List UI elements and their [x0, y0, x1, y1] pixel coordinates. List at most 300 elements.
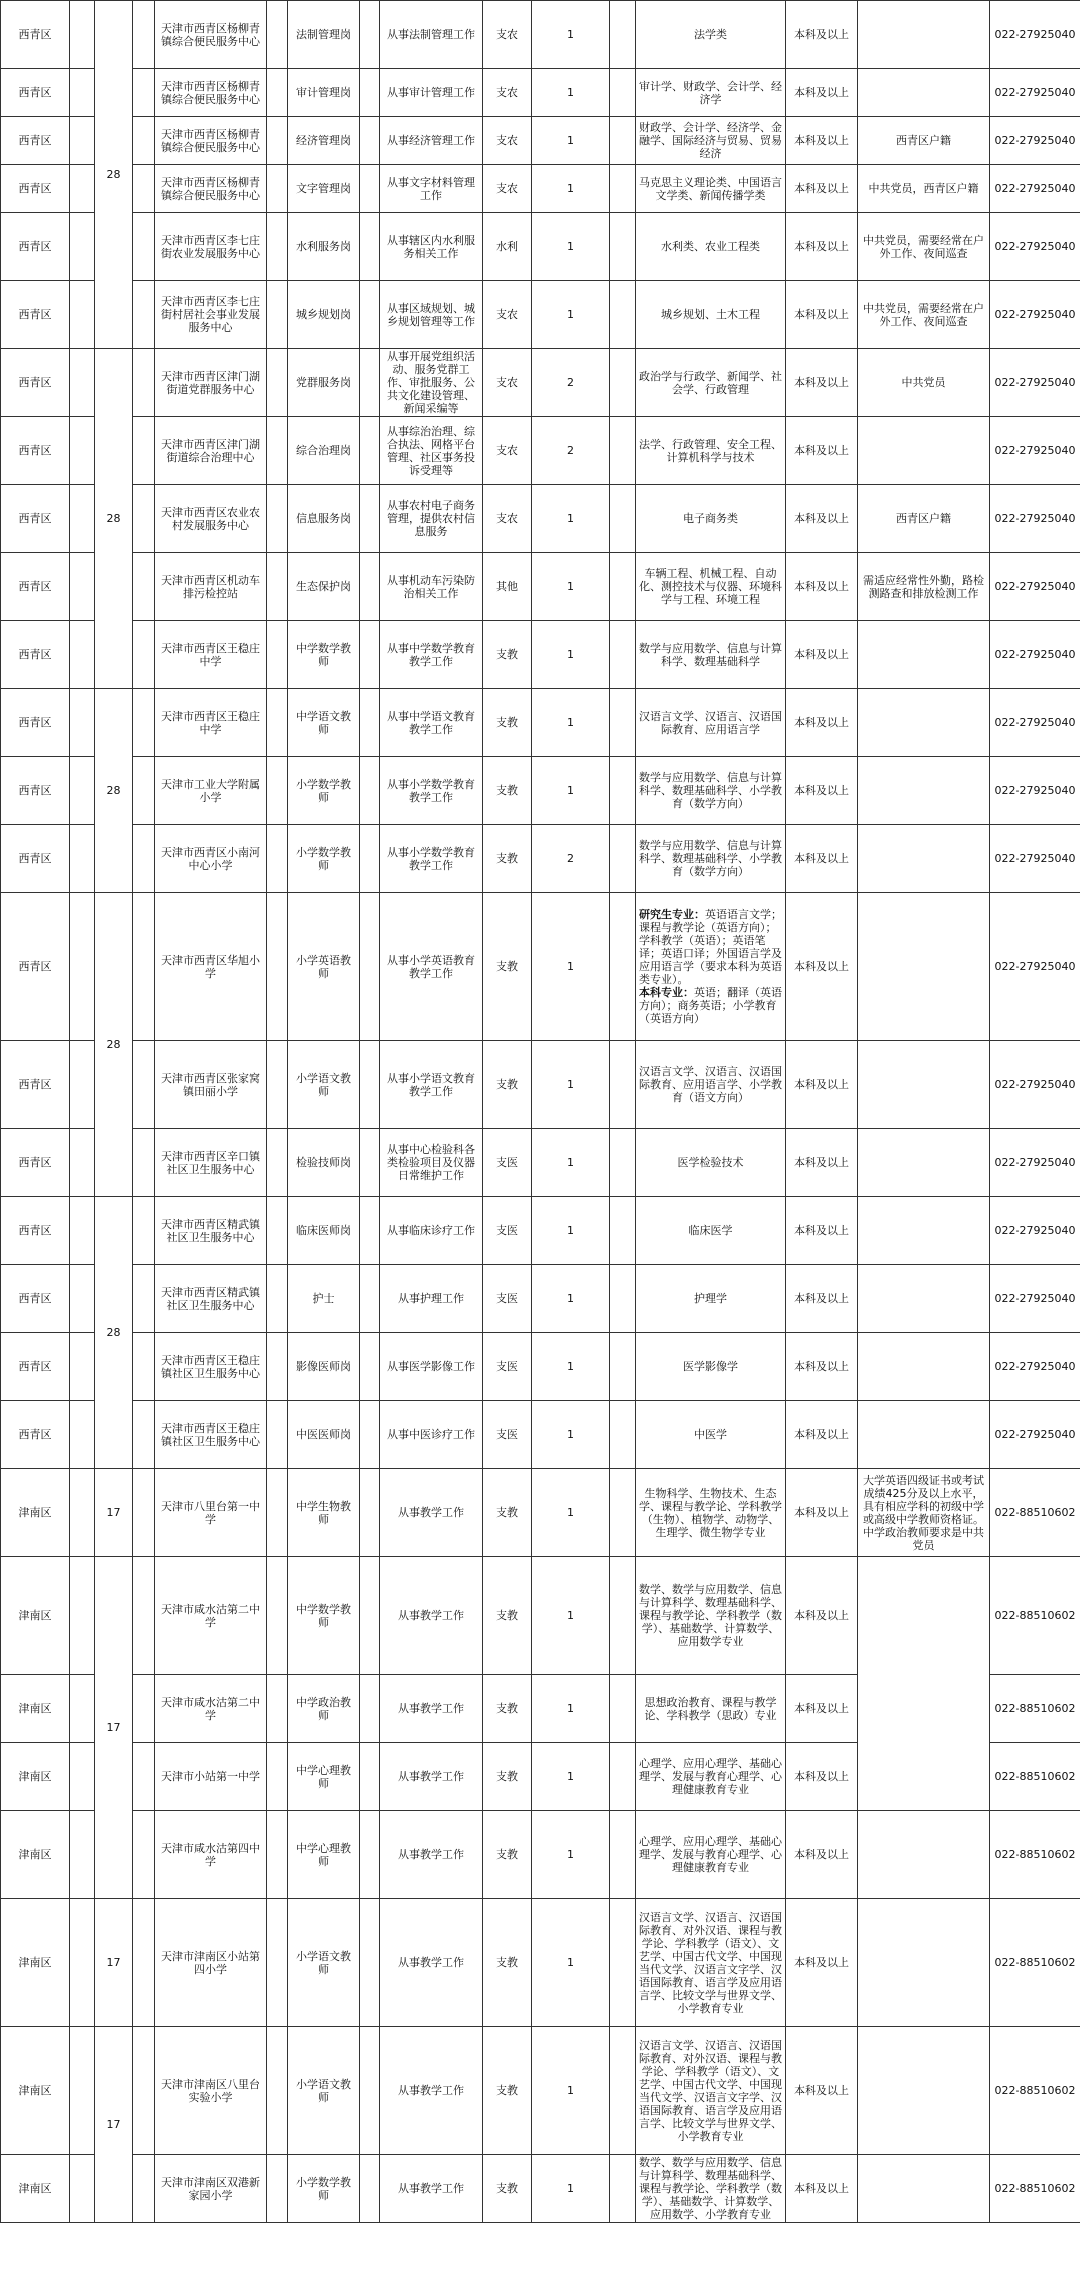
post-cell: 中医医师岗 [288, 1401, 360, 1469]
other-requirement-cell: 西青区户籍 [858, 485, 990, 553]
blank-cell [133, 621, 155, 689]
major-cell: 数学、数学与应用数学、信息与计算科学、数理基础科学、课程与教学论、学科教学（数学）、基础数学、计算数学、应用数学专业 [636, 1557, 786, 1675]
unit-cell: 天津市西青区机动车排污检控站 [155, 553, 267, 621]
blank-cell [267, 757, 288, 825]
phone-cell: 022-27925040 [990, 349, 1080, 417]
post-cell: 中学语文教师 [288, 689, 360, 757]
major-cell: 马克思主义理论类、中国语言文学类、新闻传播学类 [636, 165, 786, 213]
other-requirement-cell [858, 1333, 990, 1401]
category-cell: 支教 [483, 1743, 532, 1811]
phone-cell: 022-27925040 [990, 1265, 1080, 1333]
blank-cell [360, 553, 380, 621]
major-cell: 心理学、应用心理学、基础心理学、发展与教育心理学、心理健康教育专业 [636, 1743, 786, 1811]
post-cell: 中学生物教师 [288, 1469, 360, 1557]
phone-cell: 022-27925040 [990, 1401, 1080, 1469]
major-cell: 中医学 [636, 1401, 786, 1469]
blank-cell [360, 825, 380, 893]
blank-cell [70, 757, 95, 825]
major-cell: 电子商务类 [636, 485, 786, 553]
blank-cell [267, 1743, 288, 1811]
blank-cell [610, 349, 636, 417]
education-cell: 本科及以上 [786, 1899, 858, 2027]
count-cell: 1 [532, 1197, 610, 1265]
table-row [1, 1, 1080, 69]
table-row [1, 553, 1080, 621]
major-cell: 医学检验技术 [636, 1129, 786, 1197]
duty-cell: 从事教学工作 [380, 2027, 483, 2155]
post-cell: 综合治理岗 [288, 417, 360, 485]
count-cell: 1 [532, 621, 610, 689]
count-cell: 1 [532, 213, 610, 281]
district-cell: 西青区 [1, 213, 70, 281]
quota-cell: 17 [95, 2027, 133, 2223]
other-requirement-cell [858, 417, 990, 485]
unit-cell: 天津市西青区津门湖街道综合治理中心 [155, 417, 267, 485]
blank-cell [267, 1197, 288, 1265]
count-cell: 1 [532, 1, 610, 69]
district-cell: 津南区 [1, 1675, 70, 1743]
post-cell: 中学政治教师 [288, 1675, 360, 1743]
count-cell: 2 [532, 417, 610, 485]
education-cell: 本科及以上 [786, 1675, 858, 1743]
table-row [1, 893, 1080, 1041]
duty-cell: 从事教学工作 [380, 1743, 483, 1811]
category-cell: 支教 [483, 1041, 532, 1129]
unit-cell: 天津市小站第一中学 [155, 1743, 267, 1811]
blank-cell [70, 1469, 95, 1557]
phone-cell: 022-27925040 [990, 1041, 1080, 1129]
table-row [1, 1197, 1080, 1265]
duty-cell: 从事中心检验科各类检验项目及仪器日常维护工作 [380, 1129, 483, 1197]
post-cell: 文字管理岗 [288, 165, 360, 213]
district-cell: 西青区 [1, 417, 70, 485]
major-cell: 数学与应用数学、信息与计算科学、数理基础科学、小学教育（数学方向） [636, 825, 786, 893]
table-row [1, 117, 1080, 165]
other-requirement-cell [858, 1, 990, 69]
blank-cell [267, 553, 288, 621]
unit-cell: 天津市西青区杨柳青镇综合便民服务中心 [155, 1, 267, 69]
duty-cell: 从事教学工作 [380, 1675, 483, 1743]
phone-cell: 022-88510602 [990, 1469, 1080, 1557]
blank-cell [133, 117, 155, 165]
blank-cell [610, 553, 636, 621]
count-cell: 1 [532, 117, 610, 165]
phone-cell: 022-27925040 [990, 757, 1080, 825]
phone-cell: 022-27925040 [990, 485, 1080, 553]
phone-cell: 022-27925040 [990, 893, 1080, 1041]
category-cell: 支农 [483, 485, 532, 553]
blank-cell [360, 213, 380, 281]
blank-cell [360, 689, 380, 757]
district-cell: 津南区 [1, 2027, 70, 2155]
unit-cell: 天津市津南区双港新家园小学 [155, 2155, 267, 2223]
district-cell: 西青区 [1, 689, 70, 757]
blank-cell [133, 825, 155, 893]
category-cell: 支农 [483, 117, 532, 165]
blank-cell [267, 689, 288, 757]
phone-cell: 022-27925040 [990, 689, 1080, 757]
blank-cell [360, 2027, 380, 2155]
district-cell: 西青区 [1, 1197, 70, 1265]
blank-cell [133, 689, 155, 757]
duty-cell: 从事护理工作 [380, 1265, 483, 1333]
quota-cell: 17 [95, 1557, 133, 1899]
quota-cell: 28 [95, 689, 133, 893]
blank-cell [133, 69, 155, 117]
blank-cell [70, 117, 95, 165]
major-cell: 政治学与行政学、新闻学、社会学、行政管理 [636, 349, 786, 417]
blank-cell [267, 1469, 288, 1557]
district-cell: 西青区 [1, 69, 70, 117]
blank-cell [360, 893, 380, 1041]
count-cell: 1 [532, 1333, 610, 1401]
district-cell: 津南区 [1, 1899, 70, 2027]
duty-cell: 从事教学工作 [380, 1899, 483, 2027]
table-row [1, 1265, 1080, 1333]
district-cell: 津南区 [1, 1811, 70, 1899]
blank-cell [70, 1129, 95, 1197]
blank-cell [70, 1675, 95, 1743]
count-cell: 1 [532, 2027, 610, 2155]
unit-cell: 天津市咸水沽第四中学 [155, 1811, 267, 1899]
blank-cell [360, 1899, 380, 2027]
table-row [1, 69, 1080, 117]
phone-cell: 022-27925040 [990, 1129, 1080, 1197]
blank-cell [70, 2027, 95, 2155]
table-row [1, 689, 1080, 757]
phone-cell: 022-27925040 [990, 621, 1080, 689]
blank-cell [70, 1811, 95, 1899]
blank-cell [70, 1899, 95, 2027]
blank-cell [133, 1899, 155, 2027]
education-cell: 本科及以上 [786, 689, 858, 757]
district-cell: 津南区 [1, 2155, 70, 2223]
blank-cell [133, 1811, 155, 1899]
unit-cell: 天津市西青区王稳庄镇社区卫生服务中心 [155, 1333, 267, 1401]
major-cell: 水利类、农业工程类 [636, 213, 786, 281]
duty-cell: 从事综治治理、综合执法、网格平台管理、社区事务投诉受理等 [380, 417, 483, 485]
other-requirement-cell [858, 825, 990, 893]
unit-cell: 天津市西青区杨柳青镇综合便民服务中心 [155, 69, 267, 117]
blank-cell [610, 213, 636, 281]
district-cell: 津南区 [1, 1469, 70, 1557]
education-cell: 本科及以上 [786, 1557, 858, 1675]
unit-cell: 天津市西青区精武镇社区卫生服务中心 [155, 1197, 267, 1265]
unit-cell: 天津市西青区杨柳青镇综合便民服务中心 [155, 165, 267, 213]
table-row [1, 1041, 1080, 1129]
blank-cell [610, 281, 636, 349]
unit-cell: 天津市西青区王稳庄中学 [155, 689, 267, 757]
major-cell: 医学影像学 [636, 1333, 786, 1401]
category-cell: 支农 [483, 165, 532, 213]
blank-cell [133, 213, 155, 281]
blank-cell [360, 1129, 380, 1197]
blank-cell [610, 1743, 636, 1811]
other-requirement-cell: 西青区户籍 [858, 117, 990, 165]
education-cell: 本科及以上 [786, 281, 858, 349]
category-cell: 支医 [483, 1265, 532, 1333]
quota-cell: 28 [95, 349, 133, 689]
phone-cell: 022-88510602 [990, 1811, 1080, 1899]
phone-cell: 022-27925040 [990, 1333, 1080, 1401]
post-cell: 信息服务岗 [288, 485, 360, 553]
table-row [1, 1557, 1080, 1675]
duty-cell: 从事区域规划、城乡规划管理等工作 [380, 281, 483, 349]
blank-cell [360, 1333, 380, 1401]
duty-cell: 从事小学语文教育教学工作 [380, 1041, 483, 1129]
major-cell: 汉语言文学、汉语言、汉语国际教育、应用语言学、小学教育（语文方向） [636, 1041, 786, 1129]
count-cell: 1 [532, 1743, 610, 1811]
blank-cell [267, 1, 288, 69]
other-requirement-cell [858, 1129, 990, 1197]
blank-cell [267, 69, 288, 117]
blank-cell [70, 1743, 95, 1811]
post-cell: 小学数学教师 [288, 2155, 360, 2223]
post-cell: 护士 [288, 1265, 360, 1333]
count-cell: 2 [532, 349, 610, 417]
blank-cell [267, 1899, 288, 2027]
phone-cell: 022-27925040 [990, 1, 1080, 69]
district-cell: 西青区 [1, 1129, 70, 1197]
blank-cell [133, 1469, 155, 1557]
category-cell: 支农 [483, 281, 532, 349]
other-requirement-cell: 需适应经常性外勤，路检测路查和排放检测工作 [858, 553, 990, 621]
phone-cell: 022-88510602 [990, 1743, 1080, 1811]
duty-cell: 从事开展党组织活动、服务党群工作、审批服务、公共文化建设管理、新闻采编等 [380, 349, 483, 417]
count-cell: 2 [532, 825, 610, 893]
post-cell: 小学英语教师 [288, 893, 360, 1041]
duty-cell: 从事辖区内水利服务相关工作 [380, 213, 483, 281]
district-cell: 西青区 [1, 825, 70, 893]
duty-cell: 从事临床诊疗工作 [380, 1197, 483, 1265]
blank-cell [70, 349, 95, 417]
blank-cell [360, 117, 380, 165]
category-cell: 支农 [483, 417, 532, 485]
unit-cell: 天津市津南区小站第四小学 [155, 1899, 267, 2027]
duty-cell: 从事中学语文教育教学工作 [380, 689, 483, 757]
post-cell: 审计管理岗 [288, 69, 360, 117]
education-cell: 本科及以上 [786, 1333, 858, 1401]
blank-cell [610, 757, 636, 825]
other-requirement-cell [858, 1899, 990, 2027]
other-requirement-cell [858, 1811, 990, 1899]
count-cell: 1 [532, 1469, 610, 1557]
district-cell: 西青区 [1, 1333, 70, 1401]
category-cell: 支教 [483, 621, 532, 689]
phone-cell: 022-88510602 [990, 1557, 1080, 1675]
duty-cell: 从事小学数学教育教学工作 [380, 757, 483, 825]
table-row [1, 621, 1080, 689]
blank-cell [267, 1333, 288, 1401]
blank-cell [360, 1811, 380, 1899]
blank-cell [70, 213, 95, 281]
district-cell: 西青区 [1, 1041, 70, 1129]
other-requirement-cell [858, 1265, 990, 1333]
blank-cell [610, 1265, 636, 1333]
count-cell: 1 [532, 1129, 610, 1197]
blank-cell [70, 893, 95, 1041]
blank-cell [610, 1557, 636, 1675]
blank-cell [610, 117, 636, 165]
blank-cell [70, 2155, 95, 2223]
blank-cell [133, 893, 155, 1041]
category-cell: 支医 [483, 1401, 532, 1469]
blank-cell [610, 2027, 636, 2155]
blank-cell [360, 165, 380, 213]
blank-cell [70, 621, 95, 689]
blank-cell [610, 689, 636, 757]
post-cell: 水利服务岗 [288, 213, 360, 281]
district-cell: 津南区 [1, 1743, 70, 1811]
education-cell: 本科及以上 [786, 553, 858, 621]
education-cell: 本科及以上 [786, 2027, 858, 2155]
major-cell: 车辆工程、机械工程、自动化、测控技术与仪器、环境科学与工程、环境工程 [636, 553, 786, 621]
other-requirement-cell [858, 69, 990, 117]
count-cell: 1 [532, 281, 610, 349]
blank-cell [267, 621, 288, 689]
blank-cell [610, 417, 636, 485]
blank-cell [133, 1265, 155, 1333]
blank-cell [267, 485, 288, 553]
blank-cell [610, 1333, 636, 1401]
table-row [1, 2155, 1080, 2223]
blank-cell [360, 1675, 380, 1743]
blank-cell [267, 213, 288, 281]
phone-cell: 022-27925040 [990, 117, 1080, 165]
count-cell: 1 [532, 69, 610, 117]
blank-cell [360, 349, 380, 417]
table-row [1, 2027, 1080, 2155]
blank-cell [267, 165, 288, 213]
unit-cell: 天津市津南区八里台实验小学 [155, 2027, 267, 2155]
blank-cell [610, 1129, 636, 1197]
table-row [1, 1811, 1080, 1899]
ug-major-text: 英语；翻译（英语方向）；商务英语；小学教育（英语方向） [639, 986, 782, 1025]
major-cell: 法学类 [636, 1, 786, 69]
unit-cell: 天津市西青区农业农村发展服务中心 [155, 485, 267, 553]
other-requirement-cell: 中共党员，需要经常在户外工作、夜间巡查 [858, 213, 990, 281]
post-cell: 党群服务岗 [288, 349, 360, 417]
education-cell: 本科及以上 [786, 117, 858, 165]
other-requirement-cell: 中共党员 [858, 349, 990, 417]
education-cell: 本科及以上 [786, 893, 858, 1041]
blank-cell [70, 1, 95, 69]
education-cell: 本科及以上 [786, 621, 858, 689]
district-cell: 西青区 [1, 485, 70, 553]
blank-cell [267, 893, 288, 1041]
table-row [1, 1129, 1080, 1197]
post-cell: 小学数学教师 [288, 757, 360, 825]
blank-cell [70, 1041, 95, 1129]
blank-cell [70, 825, 95, 893]
blank-cell [70, 1265, 95, 1333]
other-requirement-cell: 大学英语四级证书或考试成绩425分及以上水平，具有相应学科的初级中学或高级中学教师资格证。中学政治教师要求是中共党员 [858, 1469, 990, 1557]
count-cell: 1 [532, 689, 610, 757]
district-cell: 西青区 [1, 553, 70, 621]
blank-cell [133, 1197, 155, 1265]
blank-cell [610, 1899, 636, 2027]
district-cell: 西青区 [1, 757, 70, 825]
phone-cell: 022-88510602 [990, 2027, 1080, 2155]
count-cell: 1 [532, 1265, 610, 1333]
phone-cell: 022-27925040 [990, 417, 1080, 485]
count-cell: 1 [532, 2155, 610, 2223]
post-cell: 小学数学教师 [288, 825, 360, 893]
other-requirement-cell [858, 1557, 990, 1811]
unit-cell: 天津市西青区王稳庄镇社区卫生服务中心 [155, 1401, 267, 1469]
blank-cell [133, 1333, 155, 1401]
education-cell: 本科及以上 [786, 2155, 858, 2223]
quota-cell: 28 [95, 1, 133, 349]
education-cell: 本科及以上 [786, 417, 858, 485]
category-cell: 支教 [483, 1469, 532, 1557]
blank-cell [267, 1401, 288, 1469]
education-cell: 本科及以上 [786, 1, 858, 69]
post-cell: 临床医师岗 [288, 1197, 360, 1265]
district-cell: 西青区 [1, 1, 70, 69]
blank-cell [360, 69, 380, 117]
blank-cell [610, 893, 636, 1041]
table-row [1, 165, 1080, 213]
education-cell: 本科及以上 [786, 1401, 858, 1469]
category-cell: 支教 [483, 825, 532, 893]
blank-cell [133, 2027, 155, 2155]
major-cell: 思想政治教育、课程与教学论、学科教学（思政）专业 [636, 1675, 786, 1743]
major-cell: 审计学、财政学、会计学、经济学 [636, 69, 786, 117]
blank-cell [360, 1557, 380, 1675]
blank-cell [133, 1, 155, 69]
blank-cell [70, 689, 95, 757]
unit-cell: 天津市西青区华旭小学 [155, 893, 267, 1041]
blank-cell [70, 417, 95, 485]
other-requirement-cell [858, 2027, 990, 2155]
post-cell: 小学语文教师 [288, 2027, 360, 2155]
duty-cell: 从事教学工作 [380, 1557, 483, 1675]
education-cell: 本科及以上 [786, 349, 858, 417]
unit-cell: 天津市咸水沽第二中学 [155, 1557, 267, 1675]
other-requirement-cell [858, 689, 990, 757]
post-cell: 中学数学教师 [288, 1557, 360, 1675]
blank-cell [610, 1675, 636, 1743]
count-cell: 1 [532, 1557, 610, 1675]
other-requirement-cell [858, 757, 990, 825]
phone-cell: 022-27925040 [990, 1197, 1080, 1265]
district-cell: 津南区 [1, 1557, 70, 1675]
duty-cell: 从事农村电子商务管理，提供农村信息服务 [380, 485, 483, 553]
post-cell: 小学语文教师 [288, 1899, 360, 2027]
other-requirement-cell [858, 1197, 990, 1265]
category-cell: 支医 [483, 1129, 532, 1197]
major-cell: 数学与应用数学、信息与计算科学、数理基础科学、小学教育（数学方向） [636, 757, 786, 825]
post-cell: 影像医师岗 [288, 1333, 360, 1401]
blank-cell [70, 1401, 95, 1469]
major-cell: 临床医学 [636, 1197, 786, 1265]
blank-cell [360, 1041, 380, 1129]
blank-cell [610, 621, 636, 689]
blank-cell [360, 1469, 380, 1557]
grad-major-label: 研究生专业： [639, 908, 705, 921]
quota-cell: 17 [95, 1469, 133, 1557]
blank-cell [133, 553, 155, 621]
other-requirement-cell [858, 1401, 990, 1469]
blank-cell [133, 1743, 155, 1811]
unit-cell: 天津市工业大学附属小学 [155, 757, 267, 825]
blank-cell [133, 349, 155, 417]
blank-cell [70, 1197, 95, 1265]
post-cell: 小学语文教师 [288, 1041, 360, 1129]
grad-major-text: 英语语言文学；课程与教学论（英语方向）；学科教学（英语）；英语笔译；英语口译；外国语言学及应用语言学（要求本科为英语类专业）。 [639, 908, 782, 986]
table-row [1, 349, 1080, 417]
